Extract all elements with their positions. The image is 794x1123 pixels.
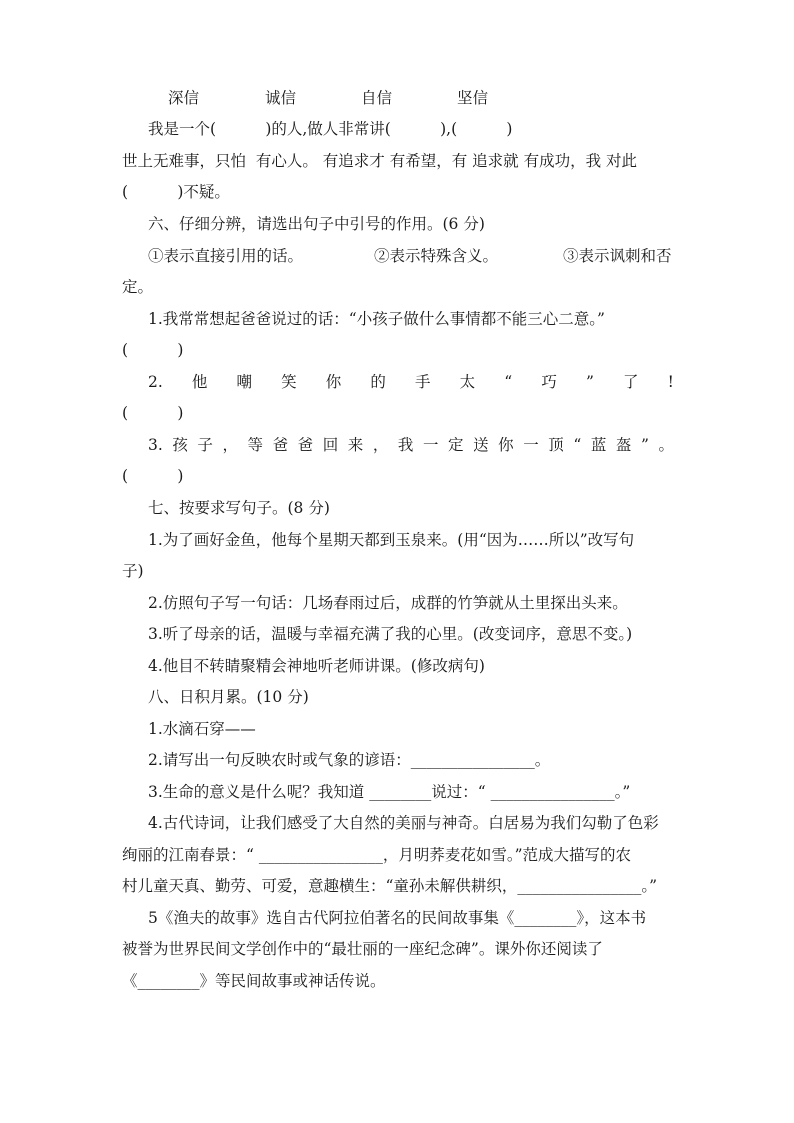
section-6-title: 六、仔细分辨，请选出句子中引号的作用。(6 分)	[148, 215, 485, 233]
question-6-1: 1.我常常想起爸爸说过的话：“小孩子做什么事情都不能三心二意。”	[148, 310, 605, 328]
answer-blank-6-2[interactable]: ( )	[122, 404, 184, 422]
q2-token: 手	[415, 373, 431, 391]
q3-token: 。	[658, 436, 674, 454]
q3-token: ，	[372, 436, 389, 454]
option-irony: ③表示讽刺和否	[563, 247, 672, 265]
question-6-2	[148, 372, 674, 392]
word-option-1: 深信	[168, 89, 200, 107]
option-special-meaning: ②表示特殊含义。	[374, 247, 499, 265]
question-8-5-line3: 《________》等民间故事或神话传说。	[122, 972, 386, 990]
q2-token: !	[667, 373, 674, 391]
question-8-4-line3: 村儿童天真、勤劳、可爱，意趣横生：“童孙未解供耕织，________________。”	[122, 877, 658, 895]
q2-token: 2.	[148, 373, 163, 391]
question-8-5-line2: 被誉为世界民间文学创作中的“最壮丽的一座纪念碑”。课外你还阅读了	[122, 940, 603, 958]
question-7-2: 2.仿照句子写一句话：几场春雨过后，成群的竹笋就从土里探出头来。	[148, 594, 628, 612]
question-8-1: 1.水滴石穿——	[148, 720, 256, 738]
q3-token: 顶	[548, 436, 564, 454]
question-8-4: 4.古代诗词，让我们感受了大自然的美丽与神奇。白居易为我们勾勒了色彩	[148, 814, 659, 832]
question-8-5: 5《渔夫的故事》选自古代阿拉伯著名的民间故事集《________》，这本书	[148, 909, 647, 927]
option-irony-cont: 定。	[122, 278, 154, 296]
q2-token: 的	[370, 373, 386, 391]
section-7-title: 七、按要求写句子。(8 分)	[148, 499, 330, 517]
word-option-2: 诚信	[265, 89, 297, 107]
q3-token: 爸	[297, 436, 314, 454]
q2-token: 太	[459, 373, 476, 391]
q3-token: 爸	[272, 436, 289, 454]
q3-token: 孩	[172, 436, 188, 454]
q2-token: 你	[325, 373, 342, 391]
q3-token: 送	[473, 436, 489, 454]
q3-token: ”	[640, 436, 649, 454]
question-6-3	[148, 435, 674, 455]
q3-token: 3.	[148, 436, 163, 454]
question-7-1-cont: 子)	[122, 562, 144, 580]
q2-token: 他	[191, 373, 208, 391]
q3-token: 盔	[615, 436, 632, 454]
answer-blank-6-3[interactable]: ( )	[122, 467, 184, 485]
q2-token: 笑	[281, 373, 297, 391]
answer-blank-6-1[interactable]: ( )	[122, 341, 184, 359]
question-7-4: 4.他目不转睛聚精会神地听老师讲课。(修改病句)	[148, 657, 485, 675]
q2-token: 巧	[541, 373, 557, 391]
q3-token: 定	[448, 436, 464, 454]
q3-token: 蓝	[590, 436, 607, 454]
q3-token: 来	[347, 436, 364, 454]
question-7-3: 3.听了母亲的话，温暖与幸福充满了我的心里。(改变词序，意思不变。)	[148, 625, 633, 643]
question-8-4-line2: 绚丽的江南春景：“ ________________，月明荞麦花如雪。”范成大描写的农	[122, 846, 632, 864]
word-option-3: 自信	[361, 89, 393, 107]
q3-token: 子	[197, 436, 213, 454]
q3-token: 一	[422, 436, 439, 454]
fill-sentence-1: 我是一个( )的人,做人非常讲( ),( )	[148, 120, 513, 138]
q2-token: “	[504, 373, 513, 391]
word-option-4: 坚信	[457, 89, 489, 107]
q3-token: 我	[397, 436, 414, 454]
q3-token: 你	[498, 436, 514, 454]
fill-sentence-2: 世上无难事，只怕 有心人。 有追求才 有希望，有 追求就 有成功，我 对此	[122, 152, 637, 170]
question-8-2: 2.请写出一句反映农时或气象的谚语：________________。	[148, 751, 551, 769]
q3-token: 等	[247, 436, 264, 454]
q2-token: 了	[623, 373, 639, 391]
q3-token: 回	[322, 436, 339, 454]
question-8-3: 3.生命的意义是什么呢？我知道 ________说过：“ ________________。”	[148, 783, 631, 801]
fill-sentence-3: ( )不疑。	[122, 183, 230, 201]
section-8-title: 八、日积月累。(10 分)	[148, 688, 309, 706]
q2-token: 嘲	[236, 373, 253, 391]
q3-token: 一	[523, 436, 539, 454]
option-direct-quote: ①表示直接引用的话。	[148, 247, 304, 265]
question-7-1: 1.为了画好金鱼，他每个星期天都到玉泉来。(用“因为……所以”改写句	[148, 531, 635, 549]
q2-token: ”	[585, 373, 594, 391]
q3-token: ，	[222, 436, 238, 454]
q3-token: “	[573, 436, 582, 454]
